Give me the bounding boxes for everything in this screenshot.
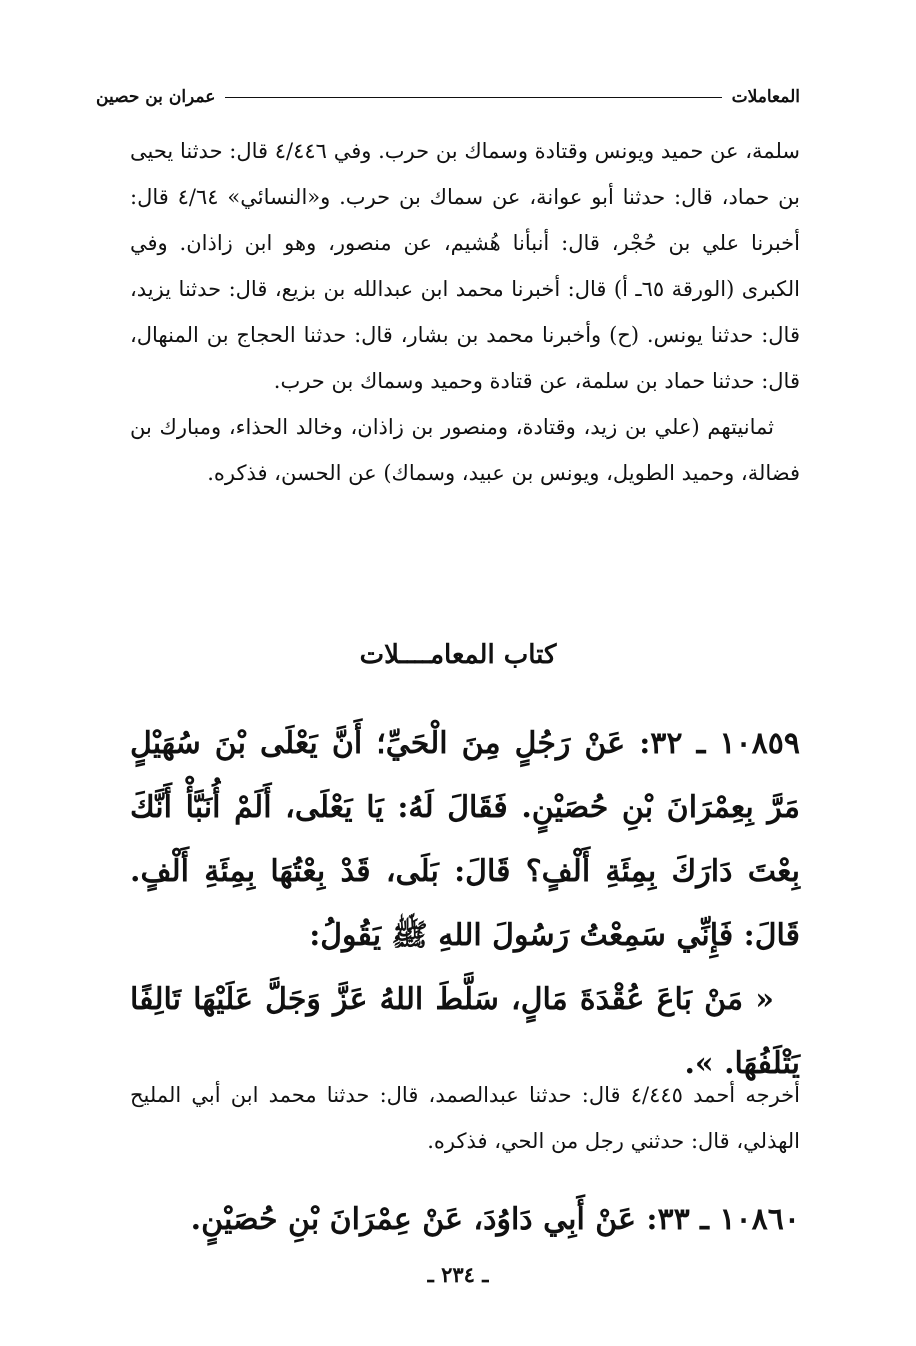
running-header bbox=[96, 82, 800, 112]
sources-paragraph-block bbox=[130, 128, 800, 496]
page-number: ـ ٢٣٤ ـ bbox=[427, 1262, 489, 1287]
narrators-paragraph: ثمانيتهم (علي بن زيد، وقتادة، ومنصور بن زاذان، وخالد الحذاء، ومبارك بن فضالة، وحميد الطويل، ويونس بن عبيد، وسماك) عن الحسن، فذكره. bbox=[130, 415, 800, 485]
header-section-title: عمران بن حصين bbox=[96, 87, 216, 107]
hadith-text: ١٠٨٥٩ ـ ٣٢: عَنْ رَجُلٍ مِنَ الْحَيِّ؛ أَنَّ يَعْلَى بْنَ سُهَيْلٍ مَرَّ بِعِمْرَانَ بْنِ حُصَيْنٍ. فَقَالَ لَهُ: يَا يَعْلَى، أَلَمْ أُنَبَّأْ أَنَّكَ بِعْتَ دَارَكَ بِمِئَةِ أَلْفٍ؟ قَالَ: بَلَى، قَدْ بِعْتُهَا بِمِئَةِ أَلْفٍ. قَالَ: فَإِنِّي سَمِعْتُ رَسُولَ اللهِ ﷺ يَقُولُ: bbox=[130, 726, 800, 953]
hadith-quote: « مَنْ بَاعَ عُقْدَةَ مَالٍ، سَلَّطَ اللهُ عَزَّ وَجَلَّ عَلَيْهَا تَالِفًا يَتْلَفُهَا. ». bbox=[130, 982, 800, 1081]
takhrij-text: أخرجه أحمد ٤/٤٤٥ قال: حدثنا عبدالصمد، قال: حدثنا محمد ابن أبي المليح الهذلي، قال: حدثني رجل من الحي، فذكره. bbox=[130, 1083, 800, 1153]
header-chapter-title: المعاملات bbox=[731, 87, 800, 107]
header-rule bbox=[225, 97, 721, 98]
hadith-10859 bbox=[130, 712, 800, 1096]
section-title: كتاب المعامــــلات bbox=[359, 640, 557, 670]
sources-paragraph: سلمة، عن حميد ويونس وقتادة وسماك بن حرب. وفي ٤/٤٤٦ قال: حدثنا يحيى بن حماد، قال: حدثنا أبو عوانة، عن سماك بن حرب. و«النسائي» ٤/٦٤ قال: أخبرنا علي بن حُجْر، قال: أنبأنا هُشيم، عن منصور، وهو ابن زاذان. وفي الكبرى (الورقة ٦٥ـ أ) قال: أخبرنا محمد ابن عبدالله بن بزيع، قال: حدثنا يزيد، قال: حدثنا يونس. (ح) وأخبرنا محمد بن بشار، قال: حدثنا الحجاج بن المنهال، قال: حدثنا حماد بن سلمة، عن قتادة وحميد وسماك بن حرب. bbox=[130, 139, 801, 393]
hadith-10860 bbox=[130, 1188, 800, 1252]
hadith-10860-text: ١٠٨٦٠ ـ ٣٣: عَنْ أَبِي دَاوُدَ، عَنْ عِمْرَانَ بْنِ حُصَيْنٍ. bbox=[190, 1202, 800, 1237]
takhrij-paragraph bbox=[130, 1072, 800, 1164]
